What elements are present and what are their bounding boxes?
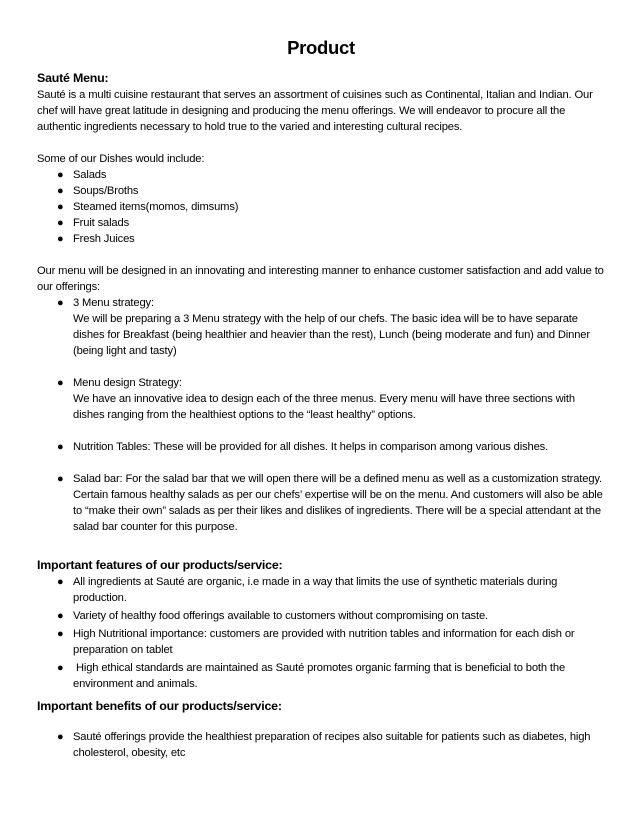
list-item <box>37 626 605 658</box>
list-item <box>37 167 605 183</box>
strategy-title: Menu design Strategy: <box>73 377 182 389</box>
list-item <box>37 199 605 215</box>
bullet-icon: ● <box>57 576 64 588</box>
list-item <box>37 729 605 761</box>
list-item <box>37 183 605 199</box>
saute-intro-paragraph: Sauté is a multi cuisine restaurant that serves an assortment of cuisines such as Continental, Italian and Indian. Our chef will have great latitude in designing and producing the menu offerings. We will endeavor to procure all the authentic ingredients necessary to hold true to the varied and interesting cultural recipes. <box>37 89 593 133</box>
page-title: Product <box>287 37 355 58</box>
dishes-lead: Some of our Dishes would include: <box>37 153 205 165</box>
saute-menu-heading: Sauté Menu: <box>37 71 109 85</box>
benefits-heading: Important benefits of our products/service: <box>37 699 282 713</box>
spacer <box>37 535 605 557</box>
list-item <box>37 231 605 247</box>
bullet-icon: ● <box>57 377 64 389</box>
bullet-icon: ● <box>57 217 64 229</box>
strategy-body: We will be preparing a 3 Menu strategy with the help of our chefs. The basic idea will be to have separate dishes for Breakfast (being healthier and heavier than the rest), Lunch (being moderate and fun) and Dinner (being light and tasty) <box>73 313 590 357</box>
features-list <box>37 574 605 692</box>
bullet-icon: ● <box>57 628 64 640</box>
feature-text: High ethical standards are maintained as Sauté promotes organic farming that is beneficial to both the environment and animals. <box>73 662 568 690</box>
list-item <box>37 608 605 624</box>
strategy-list <box>37 295 605 535</box>
feature-text: High Nutritional importance: customers are provided with nutrition tables and information for each dish or preparation on tablet <box>73 628 575 656</box>
list-item <box>37 471 605 535</box>
features-heading: Important features of our products/service: <box>37 558 283 572</box>
bullet-icon: ● <box>57 201 64 213</box>
bullet-icon: ● <box>57 441 64 453</box>
bullet-icon: ● <box>57 185 64 197</box>
feature-text: Variety of healthy food offerings available to customers without compromising on taste. <box>73 610 488 622</box>
list-item <box>37 574 605 606</box>
list-item <box>37 375 605 423</box>
dishes-list <box>37 167 605 247</box>
dish-name: Fruit salads <box>73 217 130 229</box>
feature-text: All ingredients at Sauté are organic, i.e made in a way that limits the use of synthetic materials during production. <box>73 576 558 604</box>
menu-lead: Our menu will be designed in an innovating and interesting manner to enhance customer satisfaction and add value to our offerings: <box>37 265 604 293</box>
document-page <box>37 36 605 761</box>
spacer <box>37 715 605 729</box>
bullet-icon: ● <box>57 610 64 622</box>
spacer <box>37 455 605 471</box>
bullet-icon: ● <box>57 473 64 485</box>
bullet-icon: ● <box>57 233 64 245</box>
list-item <box>37 660 605 692</box>
strategy-body: We have an innovative idea to design each of the three menus. Every menu will have three sections with dishes ranging from the healthiest options to the “least healthy” options. <box>73 393 575 421</box>
spacer <box>37 423 605 439</box>
list-item <box>37 295 605 359</box>
strategy-body: Salad bar: For the salad bar that we will open there will be a defined menu as well as a customization strategy. Certain famous healthy salads as per our chefs’ expertise will be on the menu. And customers will also be able to “make their own” salads as per their likes and dislikes of ingredients. There will be a special attendant at the salad bar counter for this purpose. <box>73 473 603 533</box>
strategy-title: 3 Menu strategy: <box>73 297 154 309</box>
spacer <box>37 135 605 151</box>
dish-name: Salads <box>73 169 107 181</box>
strategy-body: Nutrition Tables: These will be provided for all dishes. It helps in comparison among various dishes. <box>73 441 549 453</box>
dish-name: Soups/Broths <box>73 185 139 197</box>
spacer <box>37 359 605 375</box>
bullet-icon: ● <box>57 662 64 674</box>
bullet-icon: ● <box>57 731 64 743</box>
benefits-list <box>37 729 605 761</box>
bullet-icon: ● <box>57 297 64 309</box>
spacer <box>37 247 605 263</box>
bullet-icon: ● <box>57 169 64 181</box>
benefit-text: Sauté offerings provide the healthiest preparation of recipes also suitable for patients such as diabetes, high cholesterol, obesity, etc <box>73 731 591 759</box>
dish-name: Fresh Juices <box>73 233 135 245</box>
list-item <box>37 215 605 231</box>
dish-name: Steamed items(momos, dimsums) <box>73 201 239 213</box>
list-item <box>37 439 605 455</box>
